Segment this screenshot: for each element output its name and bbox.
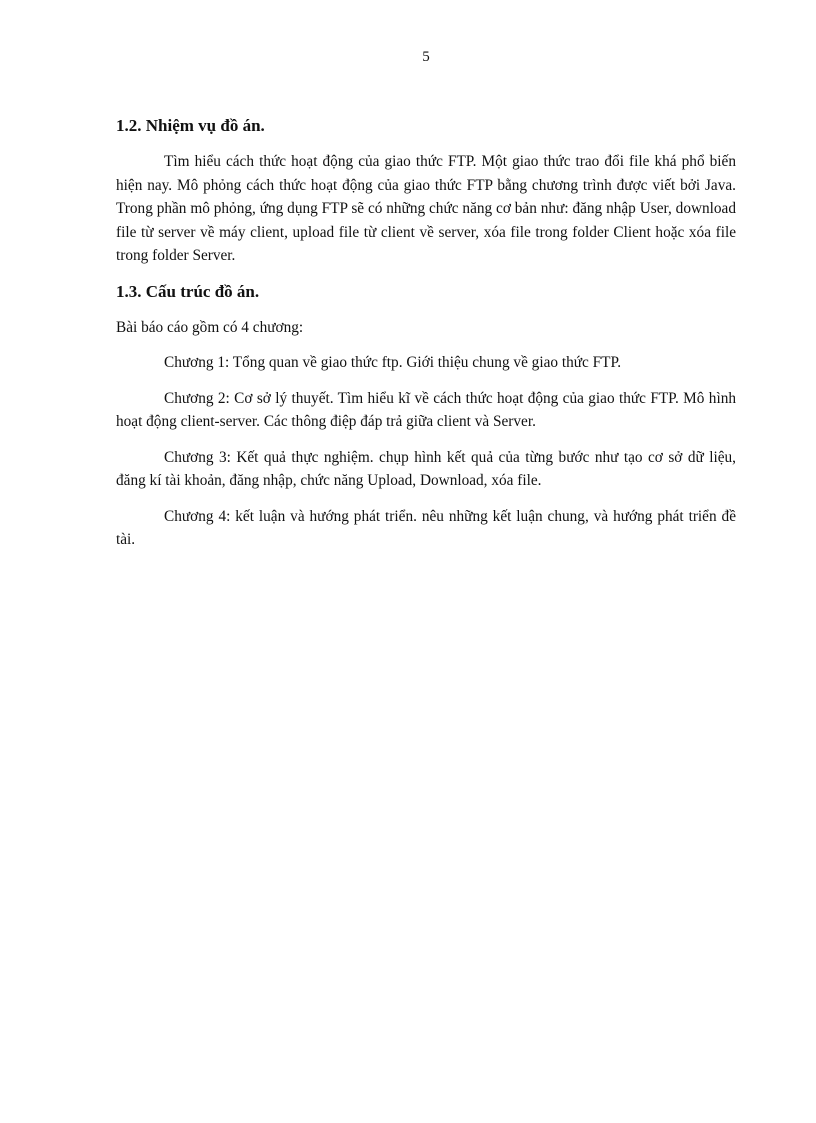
- paragraph-chapter-3: Chương 3: Kết quả thực nghiệm. chụp hình kết quả của từng bước như tạo cơ sở dữ liệu, đăng kí tài khoản, đăng nhập, chức năng Upload, Download, xóa file.: [116, 448, 736, 489]
- section-heading-tasks: 1.2. Nhiệm vụ đồ án.: [116, 116, 265, 135]
- paragraph-chapter-2: Chương 2: Cơ sở lý thuyết. Tìm hiểu kĩ về cách thức hoạt động của giao thức FTP. Mô hình hoạt động client-server. Các thông điệp đáp trả giữa client và Server.: [116, 389, 736, 430]
- paragraph-chapter-1: Chương 1: Tổng quan về giao thức ftp. Giới thiệu chung về giao thức FTP.: [164, 354, 622, 371]
- paragraph-tasks: Tìm hiểu cách thức hoạt động của giao thức FTP. Một giao thức trao đổi file khá phổ biến hiện nay. Mô phỏng cách thức hoạt động của giao thức FTP bằng chương trình được viết bởi Java. Trong phần mô phỏng, ứng dụng FTP sẽ có những chức năng cơ bản như: đăng nhập User, download file từ server về máy client, upload file từ client về server, xóa file trong folder Client hoặc xóa file trong folder Server.: [116, 153, 736, 264]
- document-body: [116, 114, 736, 552]
- paragraph-chapter-4: Chương 4: kết luận và hướng phát triển. nêu những kết luận chung, và hướng phát triển đề tài.: [116, 507, 736, 548]
- paragraph-structure-intro: Bài báo cáo gồm có 4 chương:: [116, 318, 304, 336]
- section-heading-structure: 1.3. Cấu trúc đồ án.: [116, 281, 260, 301]
- page-number: 5: [422, 49, 430, 65]
